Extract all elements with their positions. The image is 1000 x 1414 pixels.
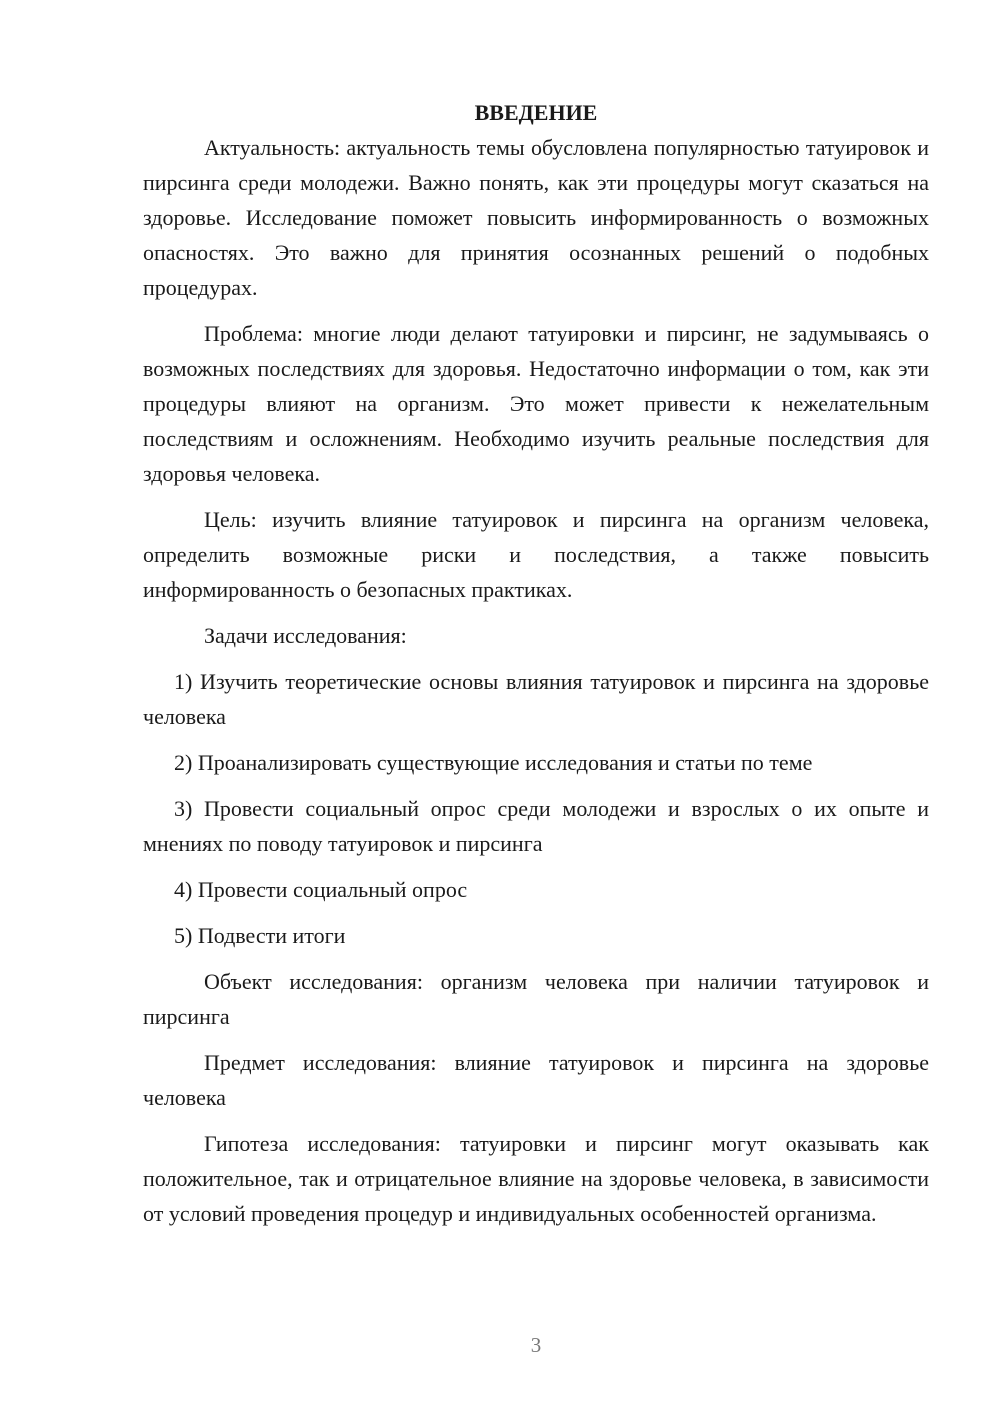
task-item-4: 4) Провести социальный опрос xyxy=(174,877,468,902)
object-paragraph: Объект исследования: организм человека при наличии татуировок и пирсинга xyxy=(143,969,929,1029)
problem-paragraph: Проблема: многие люди делают татуировки и пирсинг, не задумываясь о возможных последствиях для здоровья. Недостаточно информации о том, как эти процедуры влияют на организм. Это может привести к нежелательным последствиям и осложнениям. Необходимо изучить реальные последствия для здоровья человека. xyxy=(143,321,929,486)
tasks-heading: Задачи исследования: xyxy=(204,623,407,648)
task-item-2: 2) Проанализировать существующие исследования и статьи по теме xyxy=(174,750,813,775)
relevance-paragraph: Актуальность: актуальность темы обусловлена популярностью татуировок и пирсинга среди молодежи. Важно понять, как эти процедуры могут сказаться на здоровье. Исследование поможет повысить информированность о возможных опасностях. Это важно для принятия осознанных решений о подобных процедурах. xyxy=(143,135,929,300)
task-item-3: 3) Провести социальный опрос среди молодежи и взрослых о их опыте и мнениях по поводу татуировок и пирсинга xyxy=(143,796,929,856)
document-page xyxy=(143,95,929,1231)
page-number: 3 xyxy=(530,1333,542,1357)
task-item-1: 1) Изучить теоретические основы влияния татуировок и пирсинга на здоровье человека xyxy=(143,669,929,729)
goal-paragraph: Цель: изучить влияние татуировок и пирсинга на организм человека, определить возможные риски и последствия, а также повысить информированность о безопасных практиках. xyxy=(143,507,929,602)
subject-paragraph: Предмет исследования: влияние татуировок и пирсинга на здоровье человека xyxy=(143,1050,929,1110)
hypothesis-paragraph: Гипотеза исследования: татуировки и пирсинг могут оказывать как положительное, так и отрицательное влияние на здоровье человека, в зависимости от условий проведения процедур и индивидуальных особенностей организма. xyxy=(143,1131,929,1226)
section-title: ВВЕДЕНИЕ xyxy=(474,100,598,125)
task-item-5: 5) Подвести итоги xyxy=(174,923,346,948)
